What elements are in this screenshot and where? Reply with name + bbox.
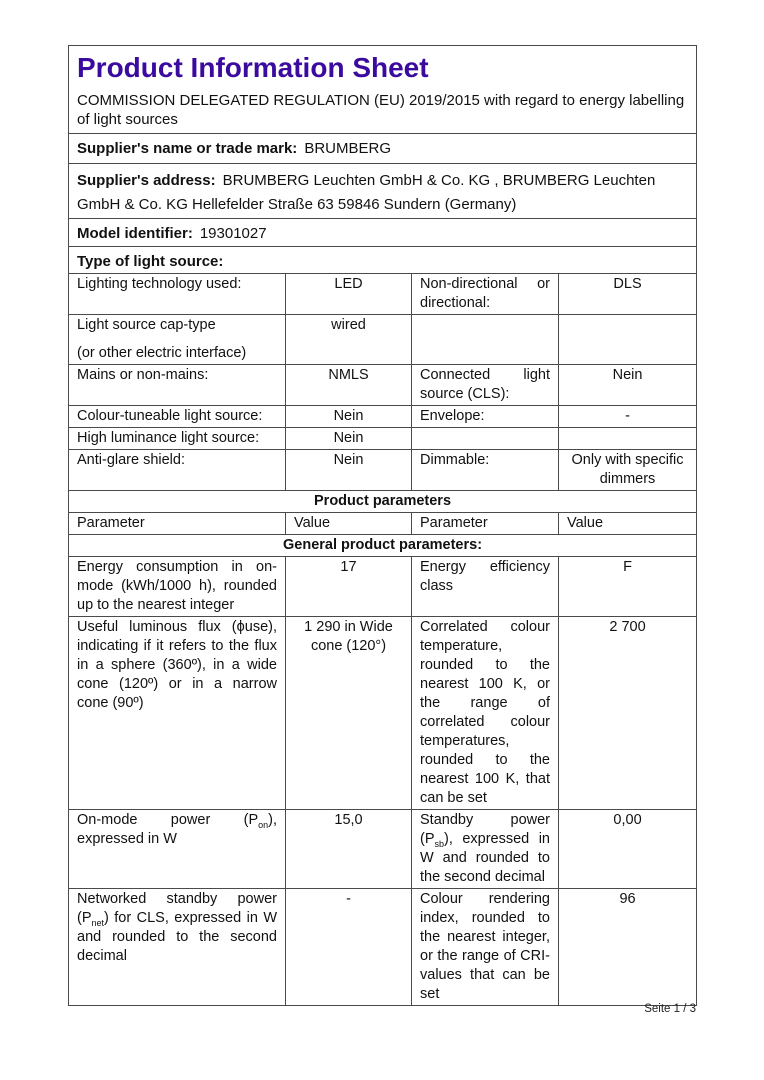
supplier-name-cell <box>69 134 697 164</box>
model-identifier-label: Model identifier: <box>77 225 193 242</box>
dimmable-value: Only with specific dimmers <box>559 450 697 491</box>
colour-rendering-index-value: 96 <box>559 889 697 1006</box>
page-number: Seite 1 / 3 <box>644 1003 696 1015</box>
column-header-parameter-1: Parameter <box>69 513 286 535</box>
envelope-value: - <box>559 406 697 428</box>
on-mode-power-value: 15,0 <box>286 810 412 889</box>
page-title: Product Information Sheet <box>77 52 429 83</box>
high-luminance-empty-value <box>559 428 697 450</box>
anti-glare-label: Anti-glare shield: <box>69 450 286 491</box>
colour-rendering-index-label: Colour rendering index, rounded to the nearest integer, or the range of CRI-values that can be set <box>412 889 559 1006</box>
networked-standby-value: - <box>286 889 412 1006</box>
column-header-parameter-2: Parameter <box>412 513 559 535</box>
connected-light-source-value: Nein <box>559 365 697 406</box>
general-parameters-heading: General product parameters: <box>69 535 697 557</box>
supplier-address-value: BRUMBERG Leuchten GmbH & Co. KG , BRUMBERG Leuchten GmbH & Co. KG Hellefelder Straße 63 59846 Sundern (Germany) <box>77 172 656 213</box>
lighting-technology-label: Lighting technology used: <box>69 274 286 315</box>
product-parameters-heading: Product parameters <box>69 491 697 513</box>
supplier-name-value: BRUMBERG <box>304 140 391 157</box>
model-identifier-value: 19301027 <box>199 225 267 242</box>
energy-efficiency-class-label: Energy efficiency class <box>412 557 559 617</box>
colour-tuneable-value: Nein <box>286 406 412 428</box>
standby-power-label: Standby power $(P_{sb})$, expressed in W and rounded to the second decimal <box>412 810 559 889</box>
on-mode-power-label: On-mode power $(P_{on})$, expressed in W <box>69 810 286 889</box>
supplier-address-label: Supplier's address: <box>77 172 216 189</box>
directional-value: DLS <box>559 274 697 315</box>
colour-temperature-value: 2 700 <box>559 617 697 810</box>
supplier-address-cell <box>69 164 697 219</box>
model-identifier-cell <box>69 219 697 247</box>
regulation-subtitle: COMMISSION DELEGATED REGULATION (EU) 2019/2015 with regard to energy labelling of light sources <box>77 92 685 128</box>
column-header-value-2: Value <box>559 513 697 535</box>
anti-glare-value: Nein <box>286 450 412 491</box>
energy-consumption-label: Energy consumption in on-mode (kWh/1000 h), rounded up to the nearest integer <box>69 557 286 617</box>
lighting-technology-value: LED <box>286 274 412 315</box>
colour-temperature-label: Correlated colour temperature, rounded to the nearest 100 K, or the range of correlated colour temperatures, rounded to the nearest 100 K, that can be set <box>412 617 559 810</box>
luminous-flux-value: 1 290 in Wide cone (120°) <box>286 617 412 810</box>
mains-value: NMLS <box>286 365 412 406</box>
high-luminance-label: High luminance light source: <box>69 428 286 450</box>
cap-type-label <box>69 315 286 365</box>
dimmable-label: Dimmable: <box>412 450 559 491</box>
standby-power-value: 0,00 <box>559 810 697 889</box>
energy-efficiency-class-value: F <box>559 557 697 617</box>
column-header-value-1: Value <box>286 513 412 535</box>
cap-type-empty-value <box>559 315 697 365</box>
type-heading-label: Type of light source: <box>77 253 224 270</box>
mains-label: Mains or non-mains: <box>69 365 286 406</box>
luminous-flux-label: Useful luminous flux (ϕuse), indicating if it refers to the flux in a sphere (360º), in a wide cone (120º) or in a narrow cone (90º) <box>69 617 286 810</box>
type-of-light-source-heading <box>69 247 697 274</box>
supplier-name-label: Supplier's name or trade mark: <box>77 140 298 157</box>
directional-label: Non-directional or directional: <box>412 274 559 315</box>
product-information-table <box>68 45 697 1006</box>
envelope-label: Envelope: <box>412 406 559 428</box>
cap-type-value: wired <box>286 315 412 365</box>
high-luminance-value: Nein <box>286 428 412 450</box>
cap-type-label-line2: (or other electric interface) <box>77 345 247 361</box>
title-block-cell <box>69 46 697 134</box>
connected-light-source-label: Connected light source (CLS): <box>412 365 559 406</box>
cap-type-label-line1: Light source cap-type <box>77 317 216 333</box>
colour-tuneable-label: Colour-tuneable light source: <box>69 406 286 428</box>
energy-consumption-value: 17 <box>286 557 412 617</box>
cap-type-empty-param <box>412 315 559 365</box>
networked-standby-label: Networked standby power $(P_{net})$ for CLS, expressed in W and rounded to the second decimal <box>69 889 286 1006</box>
high-luminance-empty-param <box>412 428 559 450</box>
